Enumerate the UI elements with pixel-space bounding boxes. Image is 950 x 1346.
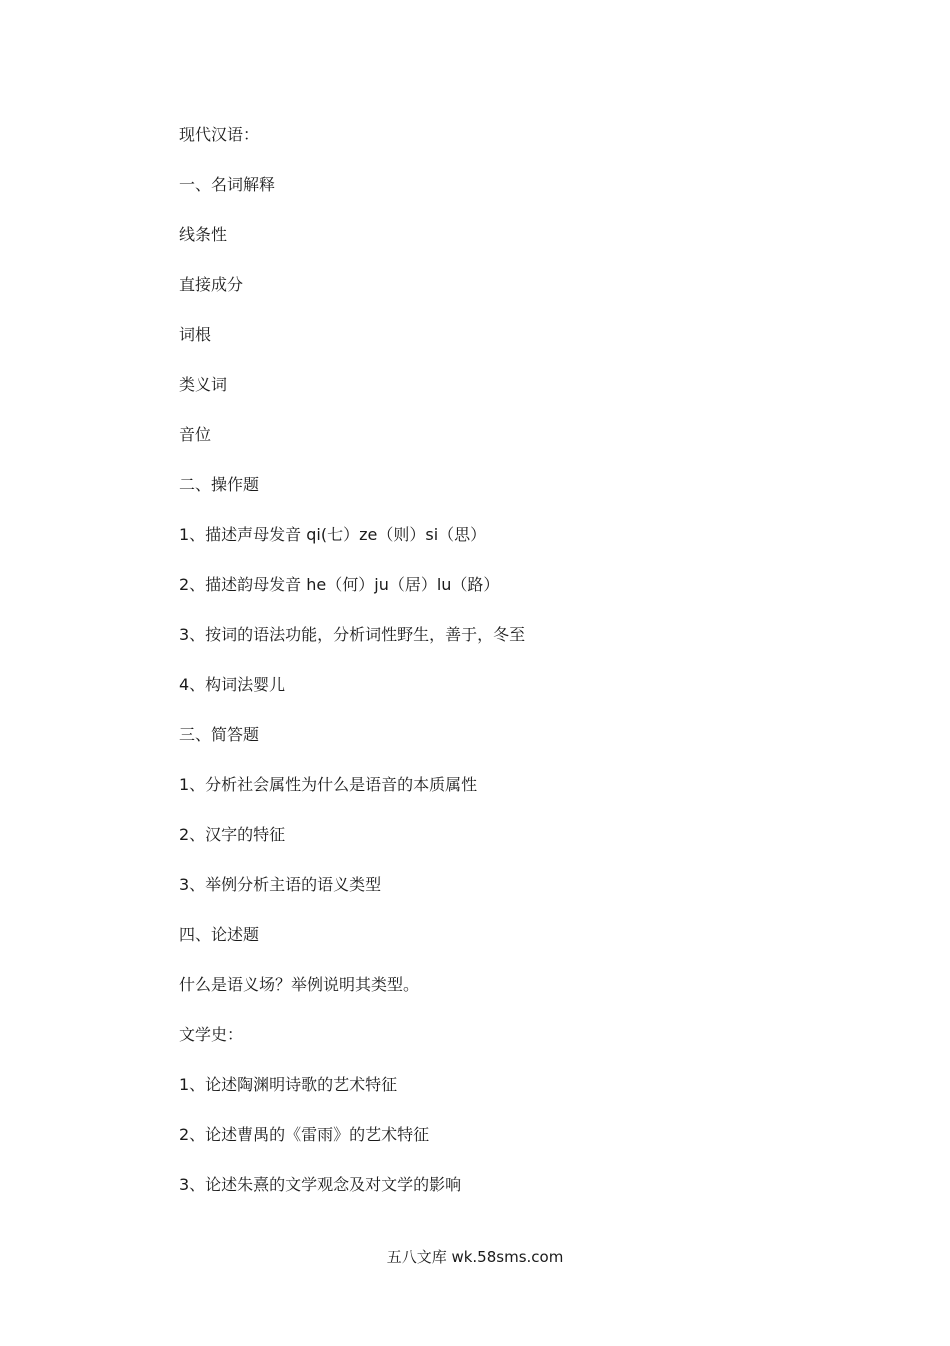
list-item: 2、汉字的特征 — [179, 825, 286, 844]
section-heading-operation: 二、操作题 — [179, 475, 260, 494]
list-item: 词根 — [179, 325, 212, 344]
section-heading-modern-chinese: 现代汉语： — [179, 125, 260, 144]
list-item: 1、分析社会属性为什么是语音的本质属性 — [179, 775, 478, 794]
section-heading-literary-history: 文学史： — [179, 1025, 244, 1044]
list-item: 什么是语义场？举例说明其类型。 — [179, 975, 420, 994]
list-item: 3、举例分析主语的语义类型 — [179, 875, 382, 894]
list-item: 4、构词法婴儿 — [179, 675, 286, 694]
list-item: 2、论述曹禺的《雷雨》的艺术特征 — [179, 1125, 430, 1144]
page-footer: 五八文库 wk.58sms.com — [386, 1248, 564, 1266]
section-heading-short-answer: 三、简答题 — [179, 725, 260, 744]
list-item: 音位 — [179, 425, 212, 444]
list-item: 1、描述声母发音 qi(七）ze（则）si（思） — [179, 525, 487, 544]
list-item: 直接成分 — [179, 275, 244, 294]
list-item: 类义词 — [179, 375, 228, 394]
list-item: 3、论述朱熹的文学观念及对文学的影响 — [179, 1175, 462, 1194]
section-heading-term-explanation: 一、名词解释 — [179, 175, 276, 194]
list-item: 2、描述韵母发音 he（何）ju（居）lu（路） — [179, 575, 500, 594]
list-item: 线条性 — [179, 225, 228, 244]
list-item: 1、论述陶渊明诗歌的艺术特征 — [179, 1075, 398, 1094]
section-heading-essay: 四、论述题 — [179, 925, 260, 944]
list-item: 3、按词的语法功能，分析词性野生，善于，冬至 — [179, 625, 526, 644]
document-body — [179, 122, 799, 1222]
